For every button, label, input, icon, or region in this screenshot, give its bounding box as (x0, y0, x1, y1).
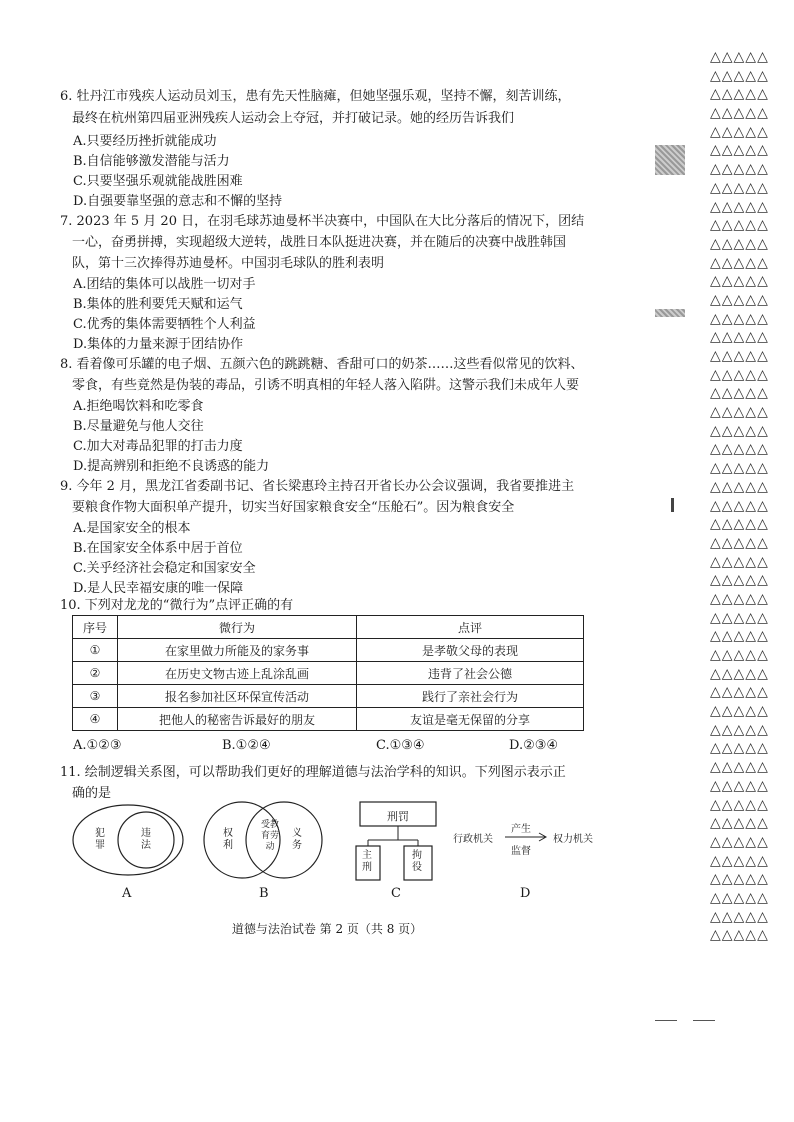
diagram-d-left-label: 行政机关 (453, 834, 493, 845)
q6-option-d: D.自强要靠坚强的意志和不懈的坚持 (73, 194, 283, 209)
binding-triangle-column (710, 48, 794, 945)
scan-marker-block (655, 145, 685, 175)
table-cell: 友谊是毫无保留的分享 (357, 708, 584, 731)
diagram-a-inner-label: 违法 (141, 828, 151, 851)
diagram-label-b: B (259, 886, 269, 901)
triangle-mark-row: △△△△△ (710, 740, 769, 757)
q10-stem: 10. 下列对龙龙的“微行为”点评正确的有 (60, 598, 294, 613)
q10-choice-d: D.②③④ (509, 738, 559, 753)
triangle-mark-row: △△△△△ (710, 833, 769, 850)
triangle-mark-row: △△△△△ (710, 348, 769, 364)
triangle-mark-row: △△△△△ (710, 460, 769, 477)
triangle-mark-row: △△△△△ (710, 478, 769, 495)
q10-table (72, 615, 584, 731)
page-footer: 道德与法治试卷 第 2 页（共 8 页） (231, 922, 423, 936)
q8-option-b: B.尽量避免与他人交往 (73, 419, 204, 434)
triangle-mark-row: △△△△△ (710, 497, 769, 514)
table-header-cell: 序号 (73, 616, 118, 639)
table-cell: 在历史文物古迹上乱涂乱画 (118, 662, 357, 685)
q8-stem-line1: 8. 看着像可乐罐的电子烟、五颜六色的跳跳糖、香甜可口的奶茶……这些看似常见的饮料、 (60, 357, 584, 372)
triangle-mark-row: △△△△△ (710, 422, 769, 439)
q10-choice-a: A.①②③ (73, 738, 122, 753)
table-cell: ① (73, 639, 118, 662)
triangle-mark-row: △△△△△ (710, 67, 769, 84)
diagram-b-left-label: 权利 (223, 828, 233, 851)
table-header-cell: 点评 (357, 616, 584, 639)
triangle-mark-row: △△△△△ (710, 534, 769, 551)
q8-stem-line2: 零食，有些竟然是伪装的毒品，引诱不明真相的年轻人落入陷阱。这警示我们未成年人要 (72, 378, 580, 393)
triangle-mark-row: △△△△△ (710, 179, 769, 196)
q6-stem-line2: 最终在杭州第四届亚洲残疾人运动会上夺冠，并打破记录。她的经历告诉我们 (72, 111, 515, 126)
triangle-mark-row: △△△△△ (710, 684, 769, 701)
diagram-b-middle-label: 受教育劳动 (260, 820, 279, 852)
triangle-mark-row: △△△△△ (710, 254, 769, 271)
q9-option-b: B.在国家安全体系中居于首位 (73, 541, 243, 556)
triangle-mark-row: △△△△△ (710, 852, 769, 869)
triangle-mark-row: △△△△△ (710, 871, 769, 888)
triangle-mark-row: △△△△△ (710, 590, 769, 607)
diagram-label-a: A (122, 886, 132, 901)
q7-stem-line2: 一心，奋勇拼搏，实现超级大逆转，战胜日本队挺进决赛，并在随后的决赛中战胜韩国 (72, 235, 567, 250)
triangle-mark-row: △△△△△ (710, 142, 769, 159)
q6-stem-line1: 6. 牡丹江市残疾人运动员刘玉，患有先天性脑瘫，但她坚强乐观，坚持不懈，刻苦训练， (60, 89, 571, 104)
table-cell: 把他人的秘密告诉最好的朋友 (118, 708, 357, 731)
triangle-mark-row: △△△△△ (710, 310, 769, 327)
q10-choice-b: B.①②④ (222, 738, 271, 753)
diagram-c-top-label: 刑罚 (387, 810, 409, 823)
q8-option-a: A.拒绝喝饮料和吃零食 (73, 399, 204, 414)
scan-tick-mark (671, 498, 674, 512)
diagram-d-down-label: 监督 (511, 846, 531, 857)
diagram-c-right-label: 拘役 (412, 850, 422, 873)
triangle-mark-row: △△△△△ (710, 217, 769, 234)
q7-stem-line3: 队，第十三次捧得苏迪曼杯。中国羽毛球队的胜利表明 (72, 256, 385, 271)
table-cell: ② (73, 662, 118, 685)
table-row (73, 662, 584, 685)
triangle-mark-row: △△△△△ (710, 908, 769, 925)
triangle-mark-row: △△△△△ (710, 628, 769, 645)
q9-option-c: C.关乎经济社会稳定和国家安全 (73, 561, 256, 576)
q10-choice-c: C.①③④ (376, 738, 425, 753)
table-cell: 违背了社会公德 (357, 662, 584, 685)
q6-option-a: A.只要经历挫折就能成功 (73, 134, 217, 149)
triangle-mark-row: △△△△△ (710, 703, 769, 720)
diagram-label-d: D (520, 886, 531, 901)
table-cell: 报名参加社区环保宣传活动 (118, 685, 357, 708)
table-cell: ③ (73, 685, 118, 708)
diagram-a (70, 800, 186, 880)
triangle-mark-row: △△△△△ (710, 609, 769, 626)
q11-stem-line1: 11. 绘制逻辑关系图，可以帮助我们更好的理解道德与法治学科的知识。下列图示表示正 (60, 765, 566, 780)
q8-option-c: C.加大对毒品犯罪的打击力度 (73, 439, 243, 454)
q6-option-b: B.自信能够激发潜能与活力 (73, 154, 230, 169)
diagram-label-c: C (391, 886, 401, 901)
table-header-row (73, 616, 584, 639)
table-row (73, 708, 584, 731)
scan-marker-strip (655, 309, 685, 317)
q9-stem-line2: 要粮食作物大面积单产提升，切实当好国家粮食安全“压舱石”。因为粮食安全 (72, 500, 515, 515)
triangle-mark-row: △△△△△ (710, 161, 769, 178)
triangle-mark-row: △△△△△ (710, 815, 769, 832)
triangle-mark-row: △△△△△ (710, 49, 769, 65)
diagram-d-up-label: 产生 (511, 824, 531, 835)
triangle-mark-row: △△△△△ (710, 441, 769, 458)
q7-option-a: A.团结的集体可以战胜一切对手 (73, 277, 256, 292)
diagram-c-left-label: 主刑 (362, 850, 372, 873)
q7-option-c: C.优秀的集体需要牺牲个人利益 (73, 317, 256, 332)
q9-option-d: D.是人民幸福安康的唯一保障 (73, 581, 244, 596)
table-cell: 践行了亲社会行为 (357, 685, 584, 708)
table-row (73, 685, 584, 708)
triangle-mark-row: △△△△△ (710, 647, 769, 663)
q7-option-d: D.集体的力量来源于团结协作 (73, 337, 244, 352)
triangle-mark-row: △△△△△ (710, 721, 769, 738)
table-cell: 在家里做力所能及的家务事 (118, 639, 357, 662)
q11-stem-line2: 确的是 (72, 786, 112, 801)
triangle-mark-row: △△△△△ (710, 516, 769, 533)
table-cell: 是孝敬父母的表现 (357, 639, 584, 662)
scan-dash-right (693, 1020, 715, 1021)
table-row (73, 639, 584, 662)
diagram-a-outer-label: 犯罪 (95, 828, 105, 851)
triangle-mark-row: △△△△△ (710, 105, 769, 122)
q7-stem-line1: 7. 2023 年 5 月 20 日，在羽毛球苏迪曼杯半决赛中，中国队在大比分落后的情况下，团结 (60, 214, 585, 229)
diagram-d-arrow-icon (503, 830, 549, 844)
q6-option-c: C.只要坚强乐观就能战胜困难 (73, 174, 243, 189)
triangle-mark-row: △△△△△ (710, 665, 769, 682)
triangle-mark-row: △△△△△ (710, 123, 769, 140)
q7-option-b: B.集体的胜利要凭天赋和运气 (73, 297, 243, 312)
triangle-mark-row: △△△△△ (710, 273, 769, 290)
triangle-mark-row: △△△△△ (710, 366, 769, 383)
triangle-mark-row: △△△△△ (710, 291, 769, 308)
triangle-mark-row: △△△△△ (710, 553, 769, 570)
triangle-mark-row: △△△△△ (710, 329, 769, 346)
q9-stem-line1: 9. 今年 2 月，黑龙江省委副书记、省长梁惠玲主持召开省长办公会议强调，我省要推进主 (60, 479, 575, 494)
diagram-b-right-label: 义务 (292, 828, 302, 851)
triangle-mark-row: △△△△△ (710, 777, 769, 794)
triangle-mark-row: △△△△△ (710, 235, 769, 252)
triangle-mark-row: △△△△△ (710, 86, 769, 103)
table-header-cell: 微行为 (118, 616, 357, 639)
triangle-mark-row: △△△△△ (710, 572, 769, 589)
triangle-mark-row: △△△△△ (710, 889, 769, 906)
triangle-mark-row: △△△△△ (710, 759, 769, 776)
q9-option-a: A.是国家安全的根本 (73, 521, 191, 536)
triangle-mark-row: △△△△△ (710, 385, 769, 402)
diagram-d-right-label: 权力机关 (553, 834, 593, 845)
scan-dash-left (655, 1020, 677, 1021)
triangle-mark-row: △△△△△ (710, 796, 769, 813)
triangle-mark-row: △△△△△ (710, 198, 769, 215)
q8-option-d: D.提高辨别和拒绝不良诱惑的能力 (73, 459, 270, 474)
table-cell: ④ (73, 708, 118, 731)
triangle-mark-row: △△△△△ (710, 404, 769, 421)
triangle-mark-row: △△△△△ (710, 927, 769, 944)
